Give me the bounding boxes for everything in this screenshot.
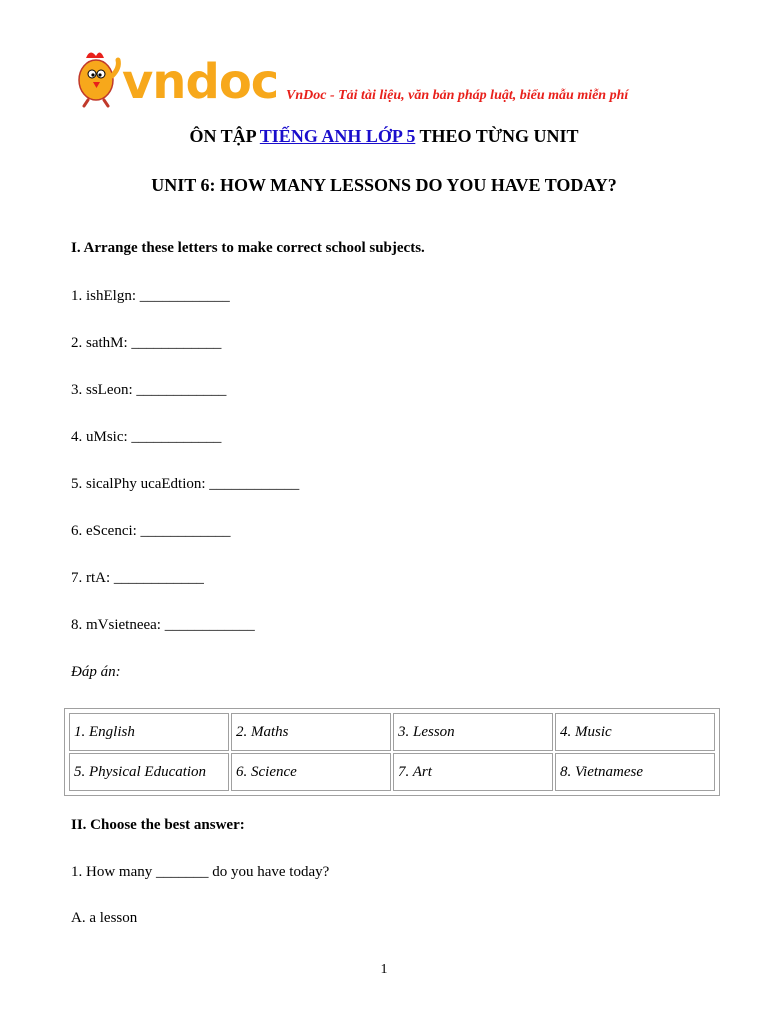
page-number: 1 xyxy=(380,962,388,977)
page-title xyxy=(0,126,768,147)
answer-cell: 8. Vietnamese xyxy=(555,753,715,791)
exercise-item: 4. uMsic: ____________ xyxy=(71,429,222,445)
answer-cell: 5. Physical Education xyxy=(69,753,229,791)
answer-cell: 4. Music xyxy=(555,713,715,751)
answer-cell: 6. Science xyxy=(231,753,391,791)
section-2-heading: II. Choose the best answer: xyxy=(71,817,245,833)
answer-label: Đáp án: xyxy=(71,664,121,680)
exercise-item: 6. eScenci: ____________ xyxy=(71,523,231,539)
logo-wordmark: vndoc xyxy=(122,54,279,108)
title-link[interactable]: TIẾNG ANH LỚP 5 xyxy=(259,126,416,146)
title-suffix: THEO TỪNG UNIT xyxy=(415,126,579,146)
exercise-item: 5. sicalPhy ucaEdtion: ____________ xyxy=(71,476,300,492)
exercise-item: 2. sathM: ____________ xyxy=(71,335,222,351)
site-tagline: VnDoc - Tải tài liệu, văn bản pháp luật, biểu mẫu miễn phí xyxy=(286,88,629,103)
answer-cell: 1. English xyxy=(69,713,229,751)
exercise-item: 3. ssLeon: ____________ xyxy=(71,382,227,398)
chicken-mascot-icon xyxy=(79,52,118,106)
answer-cell: 7. Art xyxy=(393,753,553,791)
question-text: 1. How many _______ do you have today? xyxy=(71,864,330,880)
answer-table xyxy=(64,708,720,796)
page-header xyxy=(74,46,714,112)
unit-title: UNIT 6: HOW MANY LESSONS DO YOU HAVE TODAY? xyxy=(151,175,617,195)
title-prefix: ÔN TẬP xyxy=(189,126,260,146)
exercise-item: 1. ishElgn: ____________ xyxy=(71,288,230,304)
vndoc-logo[interactable] xyxy=(74,46,284,108)
table-row xyxy=(69,753,715,791)
section-1-heading: I. Arrange these letters to make correct school subjects. xyxy=(71,240,425,256)
answer-option: A. a lesson xyxy=(71,910,138,926)
exercise-item: 7. rtA: ____________ xyxy=(71,570,204,586)
answer-cell: 2. Maths xyxy=(231,713,391,751)
table-row xyxy=(69,713,715,751)
exercise-item: 8. mVsietneea: ____________ xyxy=(71,617,255,633)
answer-cell: 3. Lesson xyxy=(393,713,553,751)
